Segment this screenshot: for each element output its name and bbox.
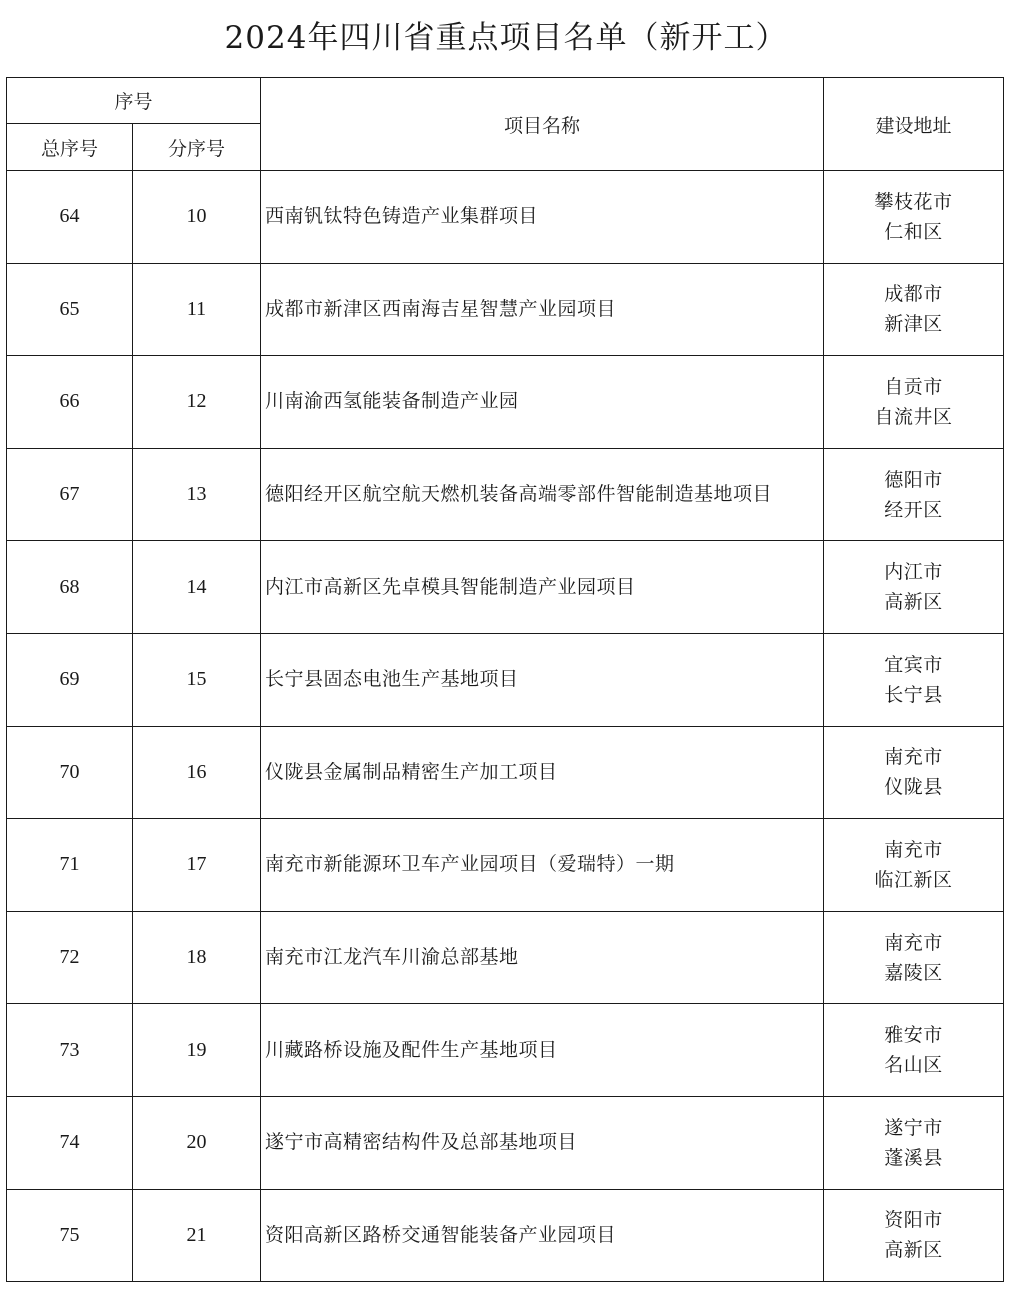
project-name-cell: 遂宁市高精密结构件及总部基地项目 bbox=[261, 1096, 824, 1189]
project-name-cell: 川藏路桥设施及配件生产基地项目 bbox=[261, 1004, 824, 1097]
project-name-cell: 西南钒钛特色铸造产业集群项目 bbox=[261, 171, 824, 264]
total-seq-cell: 75 bbox=[7, 1189, 133, 1282]
location-cell bbox=[824, 1096, 1004, 1189]
sub-seq-cell: 12 bbox=[133, 356, 261, 449]
total-seq-cell: 72 bbox=[7, 911, 133, 1004]
location-district: 经开区 bbox=[884, 498, 943, 521]
table-body bbox=[7, 171, 1004, 1282]
location-cell bbox=[824, 633, 1004, 726]
location-cell bbox=[824, 1189, 1004, 1282]
project-name-cell: 南充市江龙汽车川渝总部基地 bbox=[261, 911, 824, 1004]
location-city: 雅安市 bbox=[884, 1024, 943, 1047]
location-cell bbox=[824, 911, 1004, 1004]
sub-seq-cell: 17 bbox=[133, 819, 261, 912]
table-row bbox=[7, 448, 1004, 541]
project-name-cell: 长宁县固态电池生产基地项目 bbox=[261, 633, 824, 726]
sub-seq-cell: 16 bbox=[133, 726, 261, 819]
location-city: 成都市 bbox=[884, 283, 943, 306]
location-district: 仪陇县 bbox=[884, 776, 943, 799]
sub-seq-cell: 20 bbox=[133, 1096, 261, 1189]
table-row bbox=[7, 171, 1004, 264]
header-location: 建设地址 bbox=[824, 78, 1004, 171]
table-header-row bbox=[7, 78, 1004, 124]
table-row bbox=[7, 633, 1004, 726]
table-row bbox=[7, 1189, 1004, 1282]
project-name-cell: 成都市新津区西南海吉星智慧产业园项目 bbox=[261, 263, 824, 356]
project-table bbox=[6, 77, 1004, 1282]
total-seq-cell: 64 bbox=[7, 171, 133, 264]
location-district: 高新区 bbox=[884, 1239, 943, 1262]
location-city: 攀枝花市 bbox=[874, 190, 953, 213]
total-seq-cell: 68 bbox=[7, 541, 133, 634]
location-cell bbox=[824, 448, 1004, 541]
location-city: 南充市 bbox=[884, 746, 943, 769]
table-row bbox=[7, 1096, 1004, 1189]
project-name-cell: 内江市高新区先卓模具智能制造产业园项目 bbox=[261, 541, 824, 634]
project-name-cell: 南充市新能源环卫车产业园项目（爱瑞特）一期 bbox=[261, 819, 824, 912]
table-row bbox=[7, 726, 1004, 819]
location-district: 临江新区 bbox=[874, 868, 953, 891]
table-row bbox=[7, 911, 1004, 1004]
total-seq-cell: 74 bbox=[7, 1096, 133, 1189]
header-sub-seq: 分序号 bbox=[133, 124, 261, 171]
location-city: 内江市 bbox=[884, 561, 943, 584]
sub-seq-cell: 21 bbox=[133, 1189, 261, 1282]
location-cell bbox=[824, 1004, 1004, 1097]
total-seq-cell: 70 bbox=[7, 726, 133, 819]
location-district: 新津区 bbox=[884, 313, 943, 336]
location-cell bbox=[824, 819, 1004, 912]
location-district: 蓬溪县 bbox=[884, 1146, 943, 1169]
table-row bbox=[7, 1004, 1004, 1097]
table-row bbox=[7, 263, 1004, 356]
location-city: 遂宁市 bbox=[884, 1116, 943, 1139]
sub-seq-cell: 13 bbox=[133, 448, 261, 541]
sub-seq-cell: 14 bbox=[133, 541, 261, 634]
location-cell bbox=[824, 726, 1004, 819]
table-row bbox=[7, 356, 1004, 449]
sub-seq-cell: 11 bbox=[133, 263, 261, 356]
location-cell bbox=[824, 356, 1004, 449]
location-cell bbox=[824, 263, 1004, 356]
location-district: 嘉陵区 bbox=[884, 961, 943, 984]
location-district: 自流井区 bbox=[874, 405, 953, 428]
location-cell bbox=[824, 171, 1004, 264]
location-district: 名山区 bbox=[884, 1054, 943, 1077]
total-seq-cell: 67 bbox=[7, 448, 133, 541]
location-city: 南充市 bbox=[884, 931, 943, 954]
sub-seq-cell: 19 bbox=[133, 1004, 261, 1097]
header-seq-group: 序号 bbox=[7, 78, 261, 124]
page-title: 2024年四川省重点项目名单（新开工） bbox=[224, 20, 788, 56]
total-seq-cell: 69 bbox=[7, 633, 133, 726]
total-seq-cell: 66 bbox=[7, 356, 133, 449]
sub-seq-cell: 18 bbox=[133, 911, 261, 1004]
table-row bbox=[7, 541, 1004, 634]
project-name-cell: 资阳高新区路桥交通智能装备产业园项目 bbox=[261, 1189, 824, 1282]
total-seq-cell: 71 bbox=[7, 819, 133, 912]
sub-seq-cell: 15 bbox=[133, 633, 261, 726]
location-district: 长宁县 bbox=[884, 683, 943, 706]
sub-seq-cell: 10 bbox=[133, 171, 261, 264]
location-city: 德阳市 bbox=[884, 468, 943, 491]
location-district: 高新区 bbox=[884, 591, 943, 614]
location-district: 仁和区 bbox=[884, 220, 943, 243]
project-name-cell: 川南渝西氢能装备制造产业园 bbox=[261, 356, 824, 449]
location-city: 南充市 bbox=[884, 838, 943, 861]
project-name-cell: 仪陇县金属制品精密生产加工项目 bbox=[261, 726, 824, 819]
table-row bbox=[7, 819, 1004, 912]
header-total-seq: 总序号 bbox=[7, 124, 133, 171]
total-seq-cell: 65 bbox=[7, 263, 133, 356]
location-city: 自贡市 bbox=[884, 375, 943, 398]
location-city: 宜宾市 bbox=[884, 653, 943, 676]
header-project-name: 项目名称 bbox=[261, 78, 824, 171]
location-cell bbox=[824, 541, 1004, 634]
project-name-cell: 德阳经开区航空航天燃机装备高端零部件智能制造基地项目 bbox=[261, 448, 824, 541]
total-seq-cell: 73 bbox=[7, 1004, 133, 1097]
location-city: 资阳市 bbox=[884, 1209, 943, 1232]
